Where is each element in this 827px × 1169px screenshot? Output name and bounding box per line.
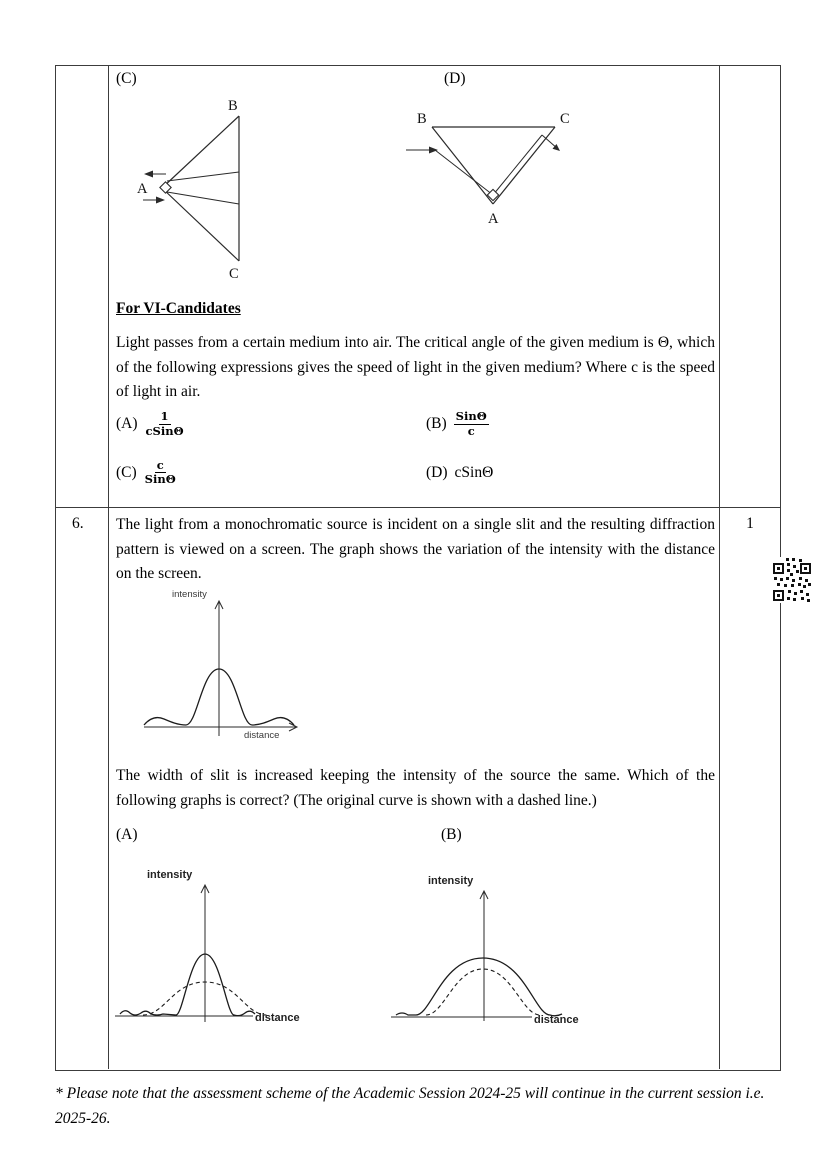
- option-a-label: (A): [116, 415, 138, 433]
- light-ray-lines: [435, 135, 542, 195]
- fraction-denominator: c: [467, 423, 475, 438]
- fraction-denominator: cSinΘ: [145, 423, 184, 438]
- marks-cell-empty: [719, 66, 780, 507]
- vi-question-text: Light passes from a certain medium into air. The critical angle of the given medium is Θ, which of the following expressions gives the speed of light in the given medium? Where c is the speed of light in air.: [116, 334, 715, 400]
- solid-curve: [120, 954, 255, 1016]
- y-axis-label: intensity: [428, 875, 474, 887]
- option-b: [426, 410, 716, 439]
- option-d-label: (D): [426, 463, 448, 481]
- question-6-paragraph-2: The width of slit is increased keeping the intensity of the source the same. Which of the following graphs is correct? (The original curve is shown with a dashed line.): [116, 767, 715, 809]
- vertex-label-a: A: [488, 211, 499, 227]
- vertex-label-c: C: [229, 266, 239, 282]
- dashed-curve: [426, 969, 540, 1015]
- diffraction-graph: [139, 586, 304, 746]
- option-b-label: (B): [426, 415, 447, 433]
- vi-candidates-heading: For VI-Candidates: [116, 300, 241, 317]
- footer-note: * Please note that the assessment scheme of the Academic Session 2024-25 will continue in the current session i.e. 2025-26.: [55, 1085, 765, 1127]
- qr-code-icon: [772, 557, 812, 603]
- number-cell-empty: [56, 66, 109, 507]
- prism-diagram-d: [402, 104, 607, 239]
- option-a: [116, 410, 426, 439]
- entry-ray-arrow: [143, 197, 165, 204]
- graph-option-a-label: (A): [116, 826, 138, 843]
- exit-ray-arrow: [144, 171, 166, 178]
- entry-ray-arrow: [406, 147, 438, 154]
- graph-option-a: [107, 864, 322, 1034]
- option-d: [426, 464, 716, 482]
- vertex-label-b: B: [228, 98, 238, 114]
- x-axis-label: distance: [255, 1012, 300, 1024]
- vertex-label-c: C: [560, 111, 570, 127]
- option-c-fraction: [144, 459, 177, 488]
- solid-curve: [396, 958, 562, 1016]
- option-d-text: cSinΘ: [454, 463, 494, 481]
- right-angle-marker: [160, 182, 171, 193]
- question-6-content: [109, 508, 719, 1069]
- fraction-denominator: SinΘ: [144, 472, 176, 487]
- prev-question-content: [109, 66, 719, 507]
- exam-table: [55, 65, 781, 1071]
- option-a-fraction: [145, 410, 185, 439]
- fraction-numerator: SinΘ: [455, 409, 487, 423]
- vertex-label-a: A: [137, 181, 148, 197]
- exit-ray-arrow: [542, 135, 560, 151]
- option-c-label: (C): [116, 70, 137, 87]
- vertex-label-b: B: [417, 111, 427, 127]
- row-prev-question: [56, 66, 780, 508]
- y-axis-label: intensity: [147, 869, 193, 881]
- graph-option-b: [386, 868, 601, 1033]
- x-axis-label: distance: [244, 730, 280, 741]
- option-d-label: (D): [444, 70, 466, 87]
- vi-options: [116, 410, 716, 487]
- question-marks: 1: [719, 508, 780, 1069]
- graph-option-b-label: (B): [441, 826, 462, 843]
- y-axis: [480, 891, 488, 1021]
- row-question-6: [56, 508, 780, 1069]
- question-6-paragraph-1: The light from a monochromatic source is incident on a single slit and the resulting diffraction pattern is viewed on a screen. The graph shows the variation of the intensity with the distance on the screen.: [116, 516, 715, 582]
- y-axis-label: intensity: [172, 589, 207, 600]
- option-c: [116, 459, 426, 488]
- fraction-numerator: 1: [160, 409, 169, 423]
- x-axis-label: distance: [534, 1014, 579, 1026]
- prism-diagram-c: [117, 86, 337, 301]
- fraction-numerator: c: [156, 457, 164, 472]
- question-number: 6.: [56, 508, 109, 1069]
- prism-outline: [162, 116, 239, 261]
- option-b-fraction: [454, 410, 489, 439]
- light-ray-lines: [167, 172, 239, 204]
- option-c-label: (C): [116, 463, 137, 481]
